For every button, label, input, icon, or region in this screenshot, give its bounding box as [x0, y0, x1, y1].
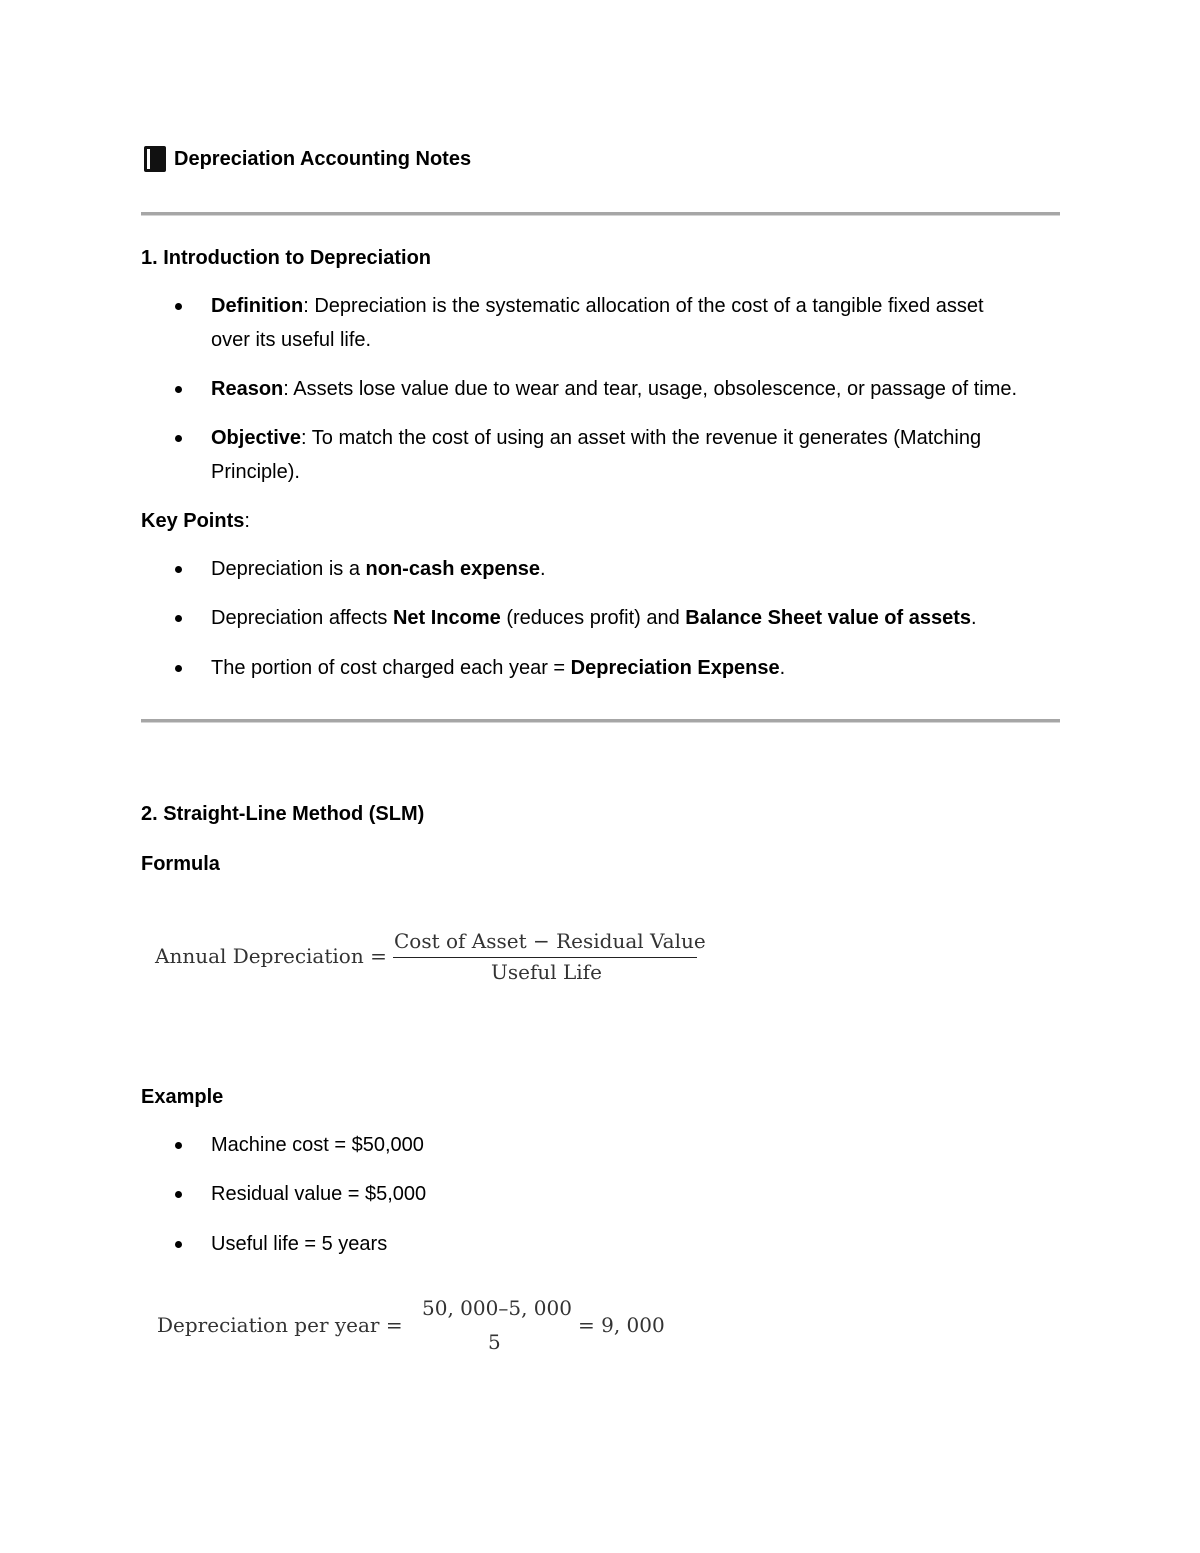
- example-result: = 9, 000: [578, 1313, 665, 1337]
- formula-heading: Formula: [141, 853, 220, 875]
- divider: [141, 719, 1060, 723]
- definition-line-1: Definition: Depreciation is the systematic allocation of the cost of a tangible fixed asset: [211, 295, 984, 317]
- example-heading: Example: [141, 1086, 224, 1108]
- objective-line-2: Principle).: [211, 461, 300, 483]
- divider: [141, 212, 1060, 216]
- formula-lhs: Annual Depreciation =: [155, 944, 387, 968]
- formula-numerator: Cost of Asset − Residual Value: [394, 929, 706, 953]
- key-point-expense: The portion of cost charged each year = Depreciation Expense.: [211, 657, 786, 679]
- example-lhs: Depreciation per year =: [157, 1313, 403, 1337]
- key-point-non-cash: Depreciation is a non-cash expense.: [211, 558, 546, 580]
- bullet-icon: [175, 1241, 182, 1248]
- page-title: Depreciation Accounting Notes: [174, 148, 472, 170]
- example-item-residual: Residual value = $5,000: [211, 1183, 427, 1205]
- bullet-icon: [175, 1191, 182, 1198]
- formula-denominator: Useful Life: [491, 960, 602, 984]
- bullet-icon: [175, 1142, 182, 1149]
- bullet-icon: [175, 566, 182, 573]
- definition-line-2: over its useful life.: [211, 329, 372, 351]
- example-numerator: 50, 000–5, 000: [422, 1296, 572, 1320]
- bullet-icon: [175, 386, 182, 393]
- bullet-icon: [175, 303, 182, 310]
- objective-line-1: Objective: To match the cost of using an asset with the revenue it generates (Matching: [211, 427, 982, 449]
- example-item-life: Useful life = 5 years: [211, 1233, 388, 1255]
- book-icon: [144, 146, 166, 172]
- example-denominator: 5: [488, 1330, 501, 1354]
- bullet-icon: [175, 665, 182, 672]
- example-item-cost: Machine cost = $50,000: [211, 1134, 424, 1156]
- key-point-net-income: Depreciation affects Net Income (reduces profit) and Balance Sheet value of assets.: [211, 607, 977, 629]
- section-heading-introduction: 1. Introduction to Depreciation: [141, 247, 432, 269]
- key-points-heading: Key Points:: [141, 510, 250, 532]
- bullet-icon: [175, 435, 182, 442]
- fraction-bar: [393, 957, 697, 958]
- bullet-icon: [175, 615, 182, 622]
- reason-line: Reason: Assets lose value due to wear and tear, usage, obsolescence, or passage of time.: [211, 378, 1018, 400]
- section-heading-slm: 2. Straight-Line Method (SLM): [141, 803, 425, 825]
